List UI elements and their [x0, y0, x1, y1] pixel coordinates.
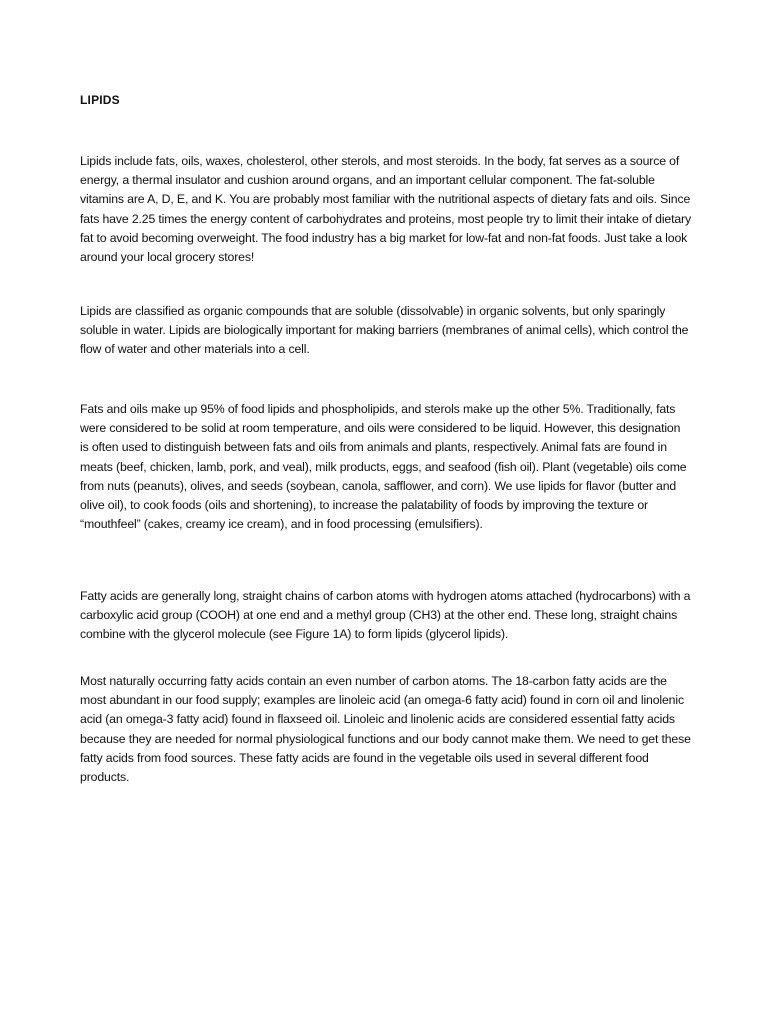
paragraph-fatty-acids-structure: Fatty acids are generally long, straight chains of carbon atoms with hydrogen atoms attached (hydrocarbons) with a carboxylic acid group (COOH) at one end and a methyl group (CH3) at the other end. These long, straight chains combine with the glycerol molecule (see Figure 1A) to form lipids (glycerol lipids). [80, 589, 691, 642]
paragraph-lipids-overview: Lipids include fats, oils, waxes, cholesterol, other sterols, and most steroids. In the body, fat serves as a source of energy, a thermal insulator and cushion around organs, and an important cellular component. The fat-soluble vitamins are A, D, E, and K. You are probably most familiar with the nutritional aspects of dietary fats and oils. Since fats have 2.25 times the energy content of carbohydrates and proteins, most people try to limit their intake of dietary fat to avoid becoming overweight. The food industry has a big market for low-fat and non-fat foods. Just take a look around your local grocery stores! [80, 154, 691, 265]
paragraph-essential-fatty-acids: Most naturally occurring fatty acids contain an even number of carbon atoms. The 18-carbon fatty acids are the most abundant in our food supply; examples are linoleic acid (an omega-6 fatty acid) found in corn oil and linolenic acid (an omega-3 fatty acid) found in flaxseed oil. Linoleic and linolenic acids are considered essential fatty acids because they are needed for normal physiological functions and our body cannot make them. We need to get these fatty acids from food sources. These fatty acids are found in the vegetable oils used in several different food products. [80, 674, 691, 785]
paragraph-fats-and-oils: Fats and oils make up 95% of food lipids and phospholipids, and sterols make up the other 5%. Traditionally, fats were considered to be solid at room temperature, and oils were considered to be liquid. However, this designation is often used to distinguish between fats and oils from animals and plants, respectively. Animal fats are found in meats (beef, chicken, lamb, pork, and veal), milk products, eggs, and seafood (fish oil). Plant (vegetable) oils come from nuts (peanuts), olives, and seeds (soybean, canola, safflower, and corn). We use lipids for flavor (butter and olive oil), to cook foods (oils and shortening), to increase the palatability of foods by improving the texture or “mouthfeel” (cakes, creamy ice cream), and in food processing (emulsifiers). [80, 402, 687, 532]
document-title: LIPIDS [80, 93, 120, 107]
paragraph-lipids-classification: Lipids are classified as organic compounds that are soluble (dissolvable) in organic solvents, but only sparingly soluble in water. Lipids are biologically important for making barriers (membranes of animal cells), which control the flow of water and other materials into a cell. [80, 304, 689, 357]
